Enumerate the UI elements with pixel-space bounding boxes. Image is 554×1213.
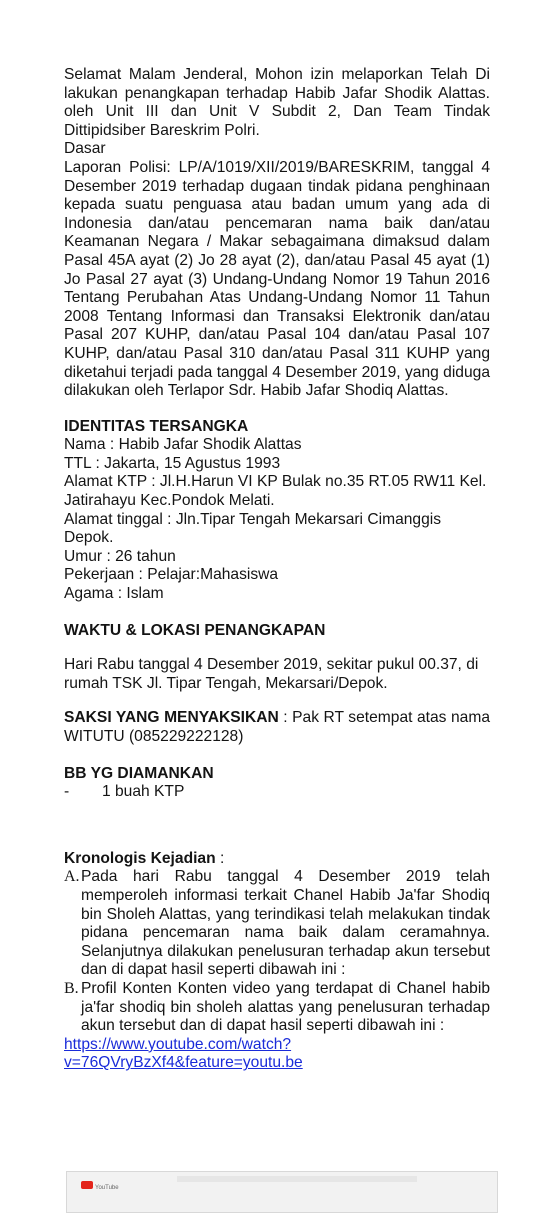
dasar-label: Dasar xyxy=(64,140,106,158)
youtube-link-line-1[interactable]: https://www.youtube.com/watch? xyxy=(64,1035,292,1053)
identitas-umur: Umur : 26 tahun xyxy=(64,547,176,565)
address-bar xyxy=(177,1176,417,1182)
dasar-paragraph: Laporan Polisi: LP/A/1019/XII/2019/BARESKRIM, tanggal 4 Desember 2019 terhadap dugaan tindak pidana penghinaan kepada suatu penguasa atau badan umum yang ada di Indonesia dan/atau pencemaran nama baik dan/atau Keamanan Negara / Makar sebagaimana dimaksud dalam Pasal 45A ayat (2) Jo 28 ayat (2), dan/atau Pasal 45 ayat (1) Jo Pasal 27 ayat (3) Undang-Undang Nomor 19 Tahun 2016 Tentang Perubahan Atas Undang-Undang Nomor 11 Tahun 2008 Tentang Informasi dan Transaksi Elektronik dan/atau Pasal 207 KUHP, dan/atau Pasal 104 dan/atau Pasal 107 KUHP, dan/atau Pasal 310 dan/atau Pasal 311 KUHP yang diketahui terjadi pada tanggal 4 Desember 2019, yang diduga dilakukan oleh Terlapor Sdr. Habib Jafar Shodiq Alattas. xyxy=(64,158,490,400)
identitas-nama: Nama : Habib Jafar Shodik Alattas xyxy=(64,436,302,454)
bb-heading: BB YG DIAMANKAN xyxy=(64,764,214,782)
identitas-pekerjaan: Pekerjaan : Pelajar:Mahasiswa xyxy=(64,566,279,584)
kronologis-item-marker: B. xyxy=(64,979,79,997)
intro-paragraph: Selamat Malam Jenderal, Mohon izin melaporkan Telah Di lakukan penangkapan terhadap Habib Jafar Shodik Alattas. oleh Unit III dan Unit V Subdit 2, Dan Team Tindak Dittipidsiber Bareskrim Polri. xyxy=(64,66,490,139)
youtube-link[interactable] xyxy=(64,1036,490,1073)
bb-item-text: 1 buah KTP xyxy=(102,783,185,801)
kronologis-heading-suffix: : xyxy=(215,849,225,867)
identitas-alamat-tinggal: Alamat tinggal : Jln.Tipar Tengah Mekarsari Cimanggis Depok. xyxy=(64,510,442,547)
embedded-screenshot-thumbnail xyxy=(66,1171,498,1213)
youtube-link-line-2[interactable]: v=76QVryBzXf4&feature=youtu.be xyxy=(64,1054,303,1072)
bb-item xyxy=(64,783,490,802)
kronologis-item-b xyxy=(64,980,490,1036)
youtube-icon xyxy=(81,1181,93,1189)
identitas-ttl: TTL : Jakarta, 15 Agustus 1993 xyxy=(64,454,281,472)
saksi-paragraph xyxy=(64,709,490,746)
kronologis-item-text: Pada hari Rabu tanggal 4 Desember 2019 telah memperoleh informasi terkait Chanel Habib Ja'far Shodiq bin Sholeh Alattas, yang terindikasi telah melakukan tindak pidana pencemaran nama baik dalam ceramahnya. Selanjutnya dilakukan penelusuran terhadap akun tersebut dan di dapat hasil seperti dibawah ini : xyxy=(81,868,490,979)
kronologis-item-marker: A. xyxy=(64,868,80,886)
kronologis-item-text: Profil Konten Konten video yang terdapat di Chanel habib ja'far shodiq bin sholeh alattas yang penelusuran terhadap akun tersebut dan di dapat hasil seperti dibawah ini : xyxy=(81,979,490,1035)
document-body xyxy=(64,66,490,1073)
waktu-heading: WAKTU & LOKASI PENANGKAPAN xyxy=(64,621,326,639)
saksi-text: : Pak RT setempat atas nama WITUTU (085229222128) xyxy=(64,709,490,745)
bb-dash: - xyxy=(64,783,70,801)
waktu-text: Hari Rabu tanggal 4 Desember 2019, sekitar pukul 00.37, di rumah TSK Jl. Tipar Tengah, Mekarsari/Depok. xyxy=(64,656,479,692)
identitas-heading: IDENTITAS TERSANGKA xyxy=(64,417,249,435)
kronologis-heading-line xyxy=(64,850,490,869)
saksi-label: SAKSI YANG MENYAKSIKAN xyxy=(64,709,279,727)
identitas-alamat-ktp: Alamat KTP : Jl.H.Harun VI KP Bulak no.35 RT.05 RW11 Kel. Jatirahayu Kec.Pondok Melati. xyxy=(64,473,487,510)
kronologis-heading: Kronologis Kejadian xyxy=(64,849,216,867)
kronologis-item-a xyxy=(64,868,490,980)
youtube-label: YouTube xyxy=(95,1185,119,1191)
identitas-agama: Agama : Islam xyxy=(64,585,164,603)
